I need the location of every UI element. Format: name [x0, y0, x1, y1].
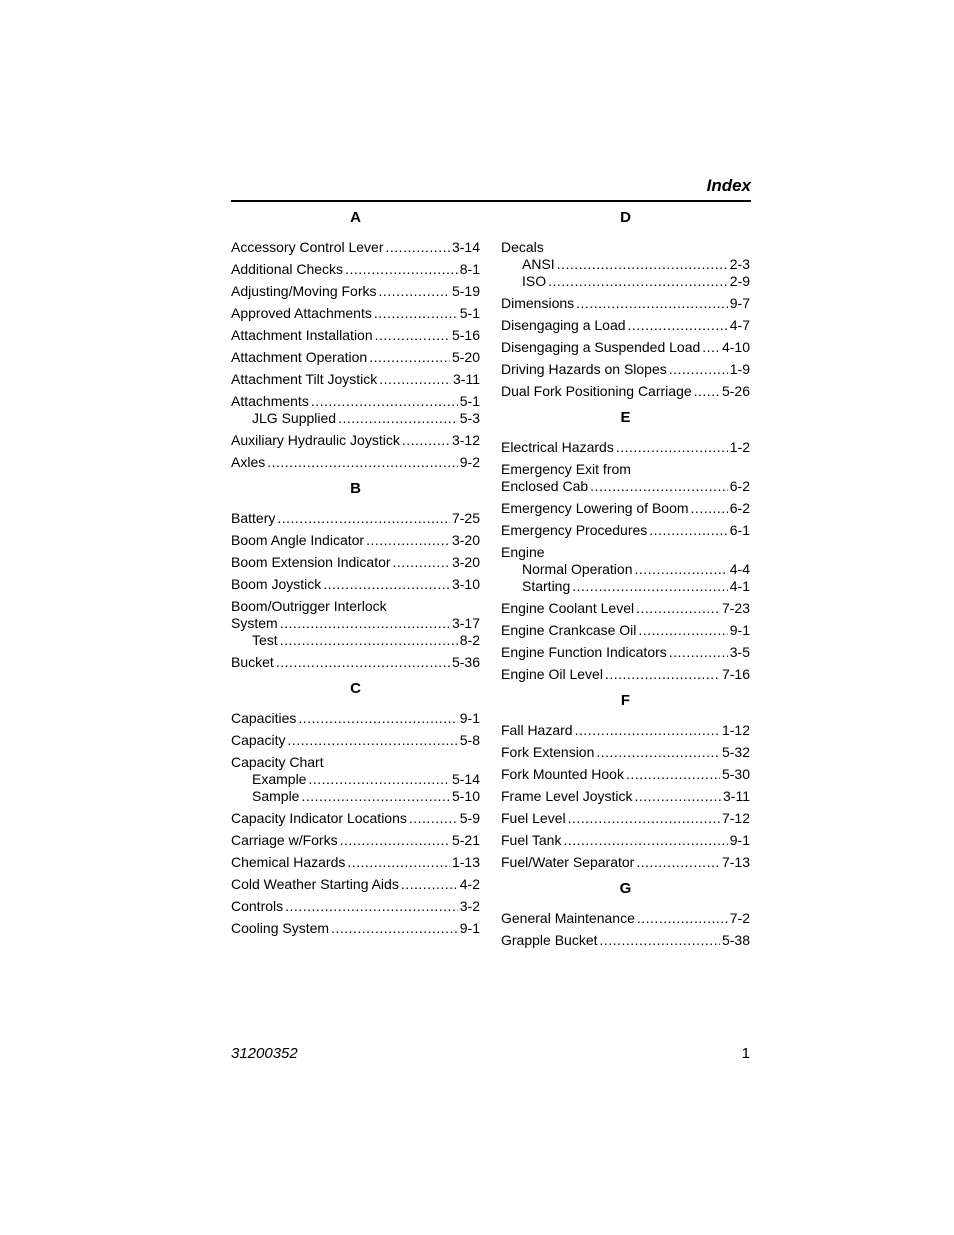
page-number: 1	[741, 1045, 750, 1062]
entry-page-ref: 3-17	[451, 615, 480, 631]
index-entry	[501, 439, 750, 456]
index-entry	[231, 754, 480, 805]
index-entry-row	[231, 532, 480, 549]
dot-leader	[347, 854, 450, 871]
entry-page-ref: 3-12	[451, 432, 480, 448]
index-entry	[231, 920, 480, 937]
entry-label: Attachment Installation	[231, 327, 373, 343]
dot-leader	[590, 478, 728, 495]
entry-label: Cooling System	[231, 920, 330, 936]
entry-label: Fuel/Water Separator	[501, 854, 635, 870]
dot-leader	[276, 654, 450, 671]
entry-page-ref: 4-4	[729, 561, 750, 577]
entry-page-ref: 2-9	[729, 273, 750, 289]
index-entry	[231, 432, 480, 449]
index-entry-row	[501, 810, 750, 827]
index-section	[501, 692, 750, 871]
entry-label: ISO	[522, 273, 547, 289]
index-entry	[501, 932, 750, 949]
entry-page-ref: 3-11	[723, 788, 750, 804]
dot-leader	[340, 832, 450, 849]
dot-leader	[374, 305, 458, 322]
entry-label: Chemical Hazards	[231, 854, 346, 870]
index-entry	[501, 722, 750, 739]
index-entry-row	[231, 654, 480, 671]
index-entry	[501, 339, 750, 356]
entry-page-ref: 1-2	[729, 439, 750, 455]
dot-leader	[575, 722, 720, 739]
dot-leader	[280, 615, 450, 632]
index-subentry-row	[501, 578, 750, 595]
index-subentry-row	[231, 410, 480, 427]
index-entry	[501, 666, 750, 683]
index-entry-row	[231, 898, 480, 915]
index-entry	[231, 349, 480, 366]
index-entry-row	[501, 500, 750, 517]
index-entry-row	[501, 461, 750, 478]
entry-label: Auxiliary Hydraulic Joystick	[231, 432, 400, 448]
entry-page-ref: 8-2	[459, 632, 480, 648]
index-entry-row	[231, 239, 480, 256]
dot-leader	[267, 454, 458, 471]
entry-label: Example	[252, 771, 307, 787]
index-subentry-row	[231, 632, 480, 649]
entry-page-ref: 9-2	[459, 454, 480, 470]
entry-page-ref: 7-2	[729, 910, 750, 926]
index-entry-row	[501, 361, 750, 378]
index-entry-row	[501, 722, 750, 739]
index-entry	[231, 305, 480, 322]
entry-page-ref: 9-1	[729, 832, 750, 848]
dot-leader	[379, 283, 450, 300]
index-entry-row	[501, 932, 750, 949]
index-entry	[501, 361, 750, 378]
dot-leader	[386, 239, 450, 256]
index-entry-row	[501, 744, 750, 761]
entry-label: Dual Fork Positioning Carriage	[501, 383, 692, 399]
index-entry	[501, 910, 750, 927]
entry-label: Emergency Procedures	[501, 522, 648, 538]
index-entry-row	[231, 732, 480, 749]
entry-page-ref: 9-1	[459, 710, 480, 726]
entry-label: Bucket	[231, 654, 274, 670]
entry-page-ref: 3-20	[451, 554, 480, 570]
index-entry-row	[231, 576, 480, 593]
entry-label: Boom Joystick	[231, 576, 322, 592]
dot-leader	[605, 666, 720, 683]
index-entry-row	[231, 510, 480, 527]
entry-page-ref: 5-32	[721, 744, 750, 760]
entry-label: Frame Level Joystick	[501, 788, 633, 804]
dot-leader	[636, 854, 720, 871]
dot-leader	[345, 261, 458, 278]
index-entry	[501, 383, 750, 400]
entry-page-ref: 4-1	[729, 578, 750, 594]
entry-page-ref: 5-3	[459, 410, 480, 426]
entry-page-ref: 3-5	[729, 644, 750, 660]
index-subentry-row	[501, 256, 750, 273]
index-entry	[501, 854, 750, 871]
dot-leader	[379, 371, 451, 388]
index-entry	[231, 371, 480, 388]
dot-leader	[596, 744, 720, 761]
entry-label: Driving Hazards on Slopes	[501, 361, 667, 377]
index-entry	[231, 532, 480, 549]
entry-page-ref: 7-23	[721, 600, 750, 616]
index-entry-row	[501, 766, 750, 783]
entry-label: Sample	[252, 788, 300, 804]
entry-label: Controls	[231, 898, 284, 914]
index-section	[501, 880, 750, 949]
index-entry-row	[231, 349, 480, 366]
index-entry-row	[501, 544, 750, 561]
index-entry	[501, 832, 750, 849]
index-entry-row	[231, 554, 480, 571]
entry-label: Axles	[231, 454, 266, 470]
index-entry	[231, 327, 480, 344]
dot-leader	[638, 622, 727, 639]
entry-label: Electrical Hazards	[501, 439, 614, 455]
index-subentry-row	[231, 788, 480, 805]
entry-label: Capacities	[231, 710, 297, 726]
index-entry-row	[231, 710, 480, 727]
dot-leader	[600, 932, 720, 949]
index-entry	[231, 554, 480, 571]
dot-leader	[702, 339, 720, 356]
entry-page-ref: 5-21	[451, 832, 480, 848]
index-entry	[231, 710, 480, 727]
dot-leader	[369, 349, 450, 366]
entry-label: Additional Checks	[231, 261, 344, 277]
entry-page-ref: 5-8	[459, 732, 480, 748]
index-entry-row	[501, 339, 750, 356]
dot-leader	[311, 393, 458, 410]
index-entry	[501, 461, 750, 495]
entry-page-ref: 8-1	[459, 261, 480, 277]
dot-leader	[563, 832, 727, 849]
index-entry-row	[231, 432, 480, 449]
entry-label: Carriage w/Forks	[231, 832, 338, 848]
entry-page-ref: 4-2	[459, 876, 480, 892]
index-section	[231, 209, 480, 471]
page-title: Index	[706, 176, 751, 195]
dot-leader	[280, 632, 458, 649]
entry-label: Adjusting/Moving Forks	[231, 283, 377, 299]
index-entry	[231, 732, 480, 749]
dot-leader	[636, 600, 720, 617]
index-entry-row	[501, 910, 750, 927]
entry-label: General Maintenance	[501, 910, 635, 926]
section-letter: B	[350, 480, 361, 497]
entry-page-ref: 3-20	[451, 532, 480, 548]
entry-label: Decals	[501, 239, 544, 255]
index-entry-row	[231, 393, 480, 410]
index-entry	[501, 644, 750, 661]
entry-page-ref: 3-11	[453, 371, 480, 387]
dot-leader	[694, 383, 720, 400]
entry-page-ref: 5-26	[721, 383, 750, 399]
dot-leader	[338, 410, 458, 427]
dot-leader	[402, 432, 450, 449]
dot-leader	[298, 710, 457, 727]
index-entry-row	[501, 317, 750, 334]
entry-page-ref: 2-3	[729, 256, 750, 272]
entry-label: JLG Supplied	[252, 410, 337, 426]
dot-leader	[576, 295, 728, 312]
entry-page-ref: 7-25	[451, 510, 480, 526]
index-entry	[501, 788, 750, 805]
entry-label: Fuel Level	[501, 810, 566, 826]
entry-page-ref: 1-12	[721, 722, 750, 738]
entry-label: Attachment Tilt Joystick	[231, 371, 378, 387]
entry-label: Fork Mounted Hook	[501, 766, 624, 782]
header-rule	[231, 200, 751, 202]
index-entry	[231, 810, 480, 827]
index-entry	[501, 600, 750, 617]
index-section	[231, 680, 480, 937]
dot-leader	[323, 576, 450, 593]
index-entry-row	[501, 854, 750, 871]
entry-page-ref: 5-36	[451, 654, 480, 670]
index-entry-row	[231, 615, 480, 632]
dot-leader	[572, 578, 728, 595]
entry-label: Dimensions	[501, 295, 575, 311]
index-entry-row	[231, 832, 480, 849]
entry-label: Cold Weather Starting Aids	[231, 876, 399, 892]
index-entry	[501, 500, 750, 517]
section-letter: E	[620, 409, 631, 426]
entry-page-ref: 6-1	[729, 522, 750, 538]
section-letter: D	[620, 209, 631, 226]
entry-label: Grapple Bucket	[501, 932, 598, 948]
index-entry	[231, 454, 480, 471]
index-entry	[501, 810, 750, 827]
entry-label: Battery	[231, 510, 276, 526]
index-entry	[501, 622, 750, 639]
entry-page-ref: 9-7	[729, 295, 750, 311]
entry-label: Attachments	[231, 393, 309, 409]
entry-label: ANSI	[522, 256, 555, 272]
dot-leader	[691, 500, 728, 517]
section-letter: F	[620, 692, 631, 709]
index-entry-row	[501, 622, 750, 639]
index-subentry-row	[501, 561, 750, 578]
index-entry	[231, 876, 480, 893]
entry-page-ref: 7-13	[721, 854, 750, 870]
dot-leader	[557, 256, 728, 273]
index-subentry-row	[501, 273, 750, 290]
index-section	[501, 209, 750, 400]
index-entry	[231, 898, 480, 915]
entry-page-ref: 3-14	[451, 239, 480, 255]
entry-page-ref: 5-1	[459, 305, 480, 321]
dot-leader	[669, 644, 728, 661]
index-subentry-row	[231, 771, 480, 788]
entry-page-ref: 5-16	[451, 327, 480, 343]
entry-page-ref: 7-16	[721, 666, 750, 682]
entry-label: Normal Operation	[522, 561, 633, 577]
index-entry	[501, 522, 750, 539]
index-column-left	[231, 206, 480, 942]
section-letter: A	[350, 209, 361, 226]
entry-label: Enclosed Cab	[501, 478, 589, 494]
index-entry-row	[501, 295, 750, 312]
dot-leader	[401, 876, 458, 893]
index-entry-row	[501, 832, 750, 849]
index-entry-row	[231, 598, 480, 615]
dot-leader	[287, 732, 457, 749]
entry-label: Fall Hazard	[501, 722, 573, 738]
entry-label: Engine Coolant Level	[501, 600, 635, 616]
entry-label: Test	[252, 632, 278, 648]
section-letter: G	[619, 880, 632, 897]
index-entry	[231, 654, 480, 671]
index-entry	[501, 239, 750, 290]
index-entry	[231, 576, 480, 593]
index-entry	[231, 283, 480, 300]
index-entry-row	[231, 754, 480, 771]
index-entry	[501, 766, 750, 783]
index-entry-row	[231, 810, 480, 827]
dot-leader	[626, 766, 720, 783]
dot-leader	[634, 788, 721, 805]
entry-label: Engine	[501, 544, 545, 560]
entry-page-ref: 5-20	[451, 349, 480, 365]
index-entry	[501, 544, 750, 595]
dot-leader	[285, 898, 458, 915]
entry-page-ref: 5-19	[451, 283, 480, 299]
entry-label: Boom/Outrigger Interlock	[231, 598, 387, 614]
index-entry	[501, 295, 750, 312]
entry-label: Capacity	[231, 732, 286, 748]
entry-page-ref: 4-10	[721, 339, 750, 355]
entry-page-ref: 6-2	[729, 500, 750, 516]
index-entry-row	[231, 305, 480, 322]
entry-label: Boom Angle Indicator	[231, 532, 365, 548]
index-entry-row	[231, 371, 480, 388]
entry-page-ref: 6-2	[729, 478, 750, 494]
entry-page-ref: 5-14	[451, 771, 480, 787]
entry-label: Emergency Exit from	[501, 461, 631, 477]
entry-page-ref: 1-13	[451, 854, 480, 870]
index-entry-row	[501, 788, 750, 805]
index-entry	[231, 510, 480, 527]
entry-label: Approved Attachments	[231, 305, 372, 321]
index-entry	[501, 317, 750, 334]
entry-page-ref: 5-38	[721, 932, 750, 948]
index-entry-row	[501, 522, 750, 539]
entry-label: Disengaging a Load	[501, 317, 626, 333]
index-entry-row	[231, 454, 480, 471]
entry-page-ref: 9-1	[729, 622, 750, 638]
entry-label: Accessory Control Lever	[231, 239, 384, 255]
entry-page-ref: 7-12	[721, 810, 750, 826]
entry-label: Disengaging a Suspended Load	[501, 339, 701, 355]
dot-leader	[366, 532, 450, 549]
index-entry-row	[231, 876, 480, 893]
index-entry-row	[231, 854, 480, 871]
index-section	[231, 480, 480, 671]
entry-label: Engine Crankcase Oil	[501, 622, 637, 638]
entry-page-ref: 9-1	[459, 920, 480, 936]
entry-label: Engine Function Indicators	[501, 644, 667, 660]
entry-label: Fork Extension	[501, 744, 595, 760]
dot-leader	[548, 273, 728, 290]
dot-leader	[331, 920, 458, 937]
index-entry-row	[501, 666, 750, 683]
entry-page-ref: 5-1	[459, 393, 480, 409]
entry-label: Capacity Chart	[231, 754, 324, 770]
index-column-right	[501, 206, 750, 954]
entry-page-ref: 1-9	[729, 361, 750, 377]
index-entry	[231, 598, 480, 649]
entry-page-ref: 5-30	[721, 766, 750, 782]
entry-page-ref: 5-9	[459, 810, 480, 826]
index-entry	[231, 239, 480, 256]
dot-leader	[628, 317, 728, 334]
index-entry-row	[231, 283, 480, 300]
entry-page-ref: 3-10	[451, 576, 480, 592]
entry-page-ref: 4-7	[729, 317, 750, 333]
dot-leader	[375, 327, 450, 344]
entry-label: Capacity Indicator Locations	[231, 810, 407, 826]
index-entry-row	[501, 239, 750, 256]
entry-page-ref: 5-10	[451, 788, 480, 804]
entry-label: Starting	[522, 578, 571, 594]
index-section	[501, 409, 750, 683]
dot-leader	[637, 910, 728, 927]
dot-leader	[568, 810, 720, 827]
dot-leader	[393, 554, 450, 571]
dot-leader	[277, 510, 450, 527]
section-letter: C	[350, 680, 361, 697]
index-entry-row	[231, 327, 480, 344]
document-number: 31200352	[231, 1045, 298, 1062]
index-entry	[231, 393, 480, 427]
index-entry-row	[231, 920, 480, 937]
entry-label: Fuel Tank	[501, 832, 562, 848]
entry-label: System	[231, 615, 278, 631]
index-entry	[231, 854, 480, 871]
index-entry	[501, 744, 750, 761]
index-entry	[231, 832, 480, 849]
dot-leader	[669, 361, 728, 378]
index-entry-row	[501, 644, 750, 661]
dot-leader	[409, 810, 458, 827]
dot-leader	[308, 771, 450, 788]
index-entry-row	[501, 478, 750, 495]
entry-label: Emergency Lowering of Boom	[501, 500, 689, 516]
dot-leader	[301, 788, 450, 805]
dot-leader	[649, 522, 727, 539]
entry-label: Boom Extension Indicator	[231, 554, 391, 570]
index-entry	[231, 261, 480, 278]
index-entry-row	[501, 600, 750, 617]
index-entry-row	[501, 439, 750, 456]
entry-label: Engine Oil Level	[501, 666, 603, 682]
entry-label: Attachment Operation	[231, 349, 368, 365]
entry-page-ref: 3-2	[459, 898, 480, 914]
dot-leader	[616, 439, 728, 456]
index-entry-row	[231, 261, 480, 278]
index-entry-row	[501, 383, 750, 400]
dot-leader	[635, 561, 728, 578]
